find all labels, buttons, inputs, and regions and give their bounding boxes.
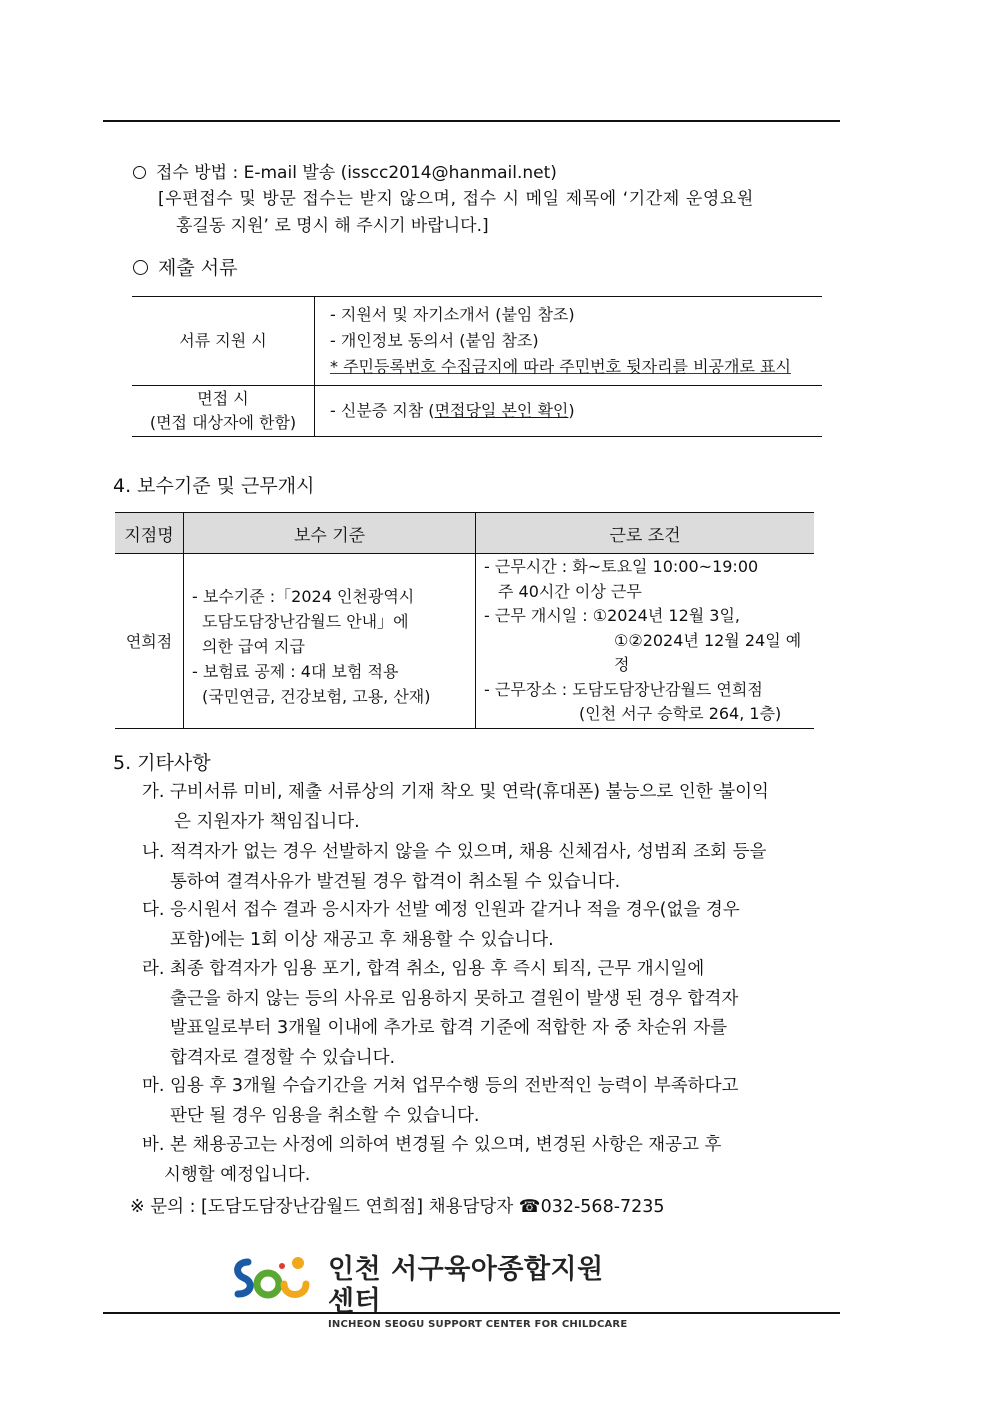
pay-cell [184, 554, 476, 729]
id-item-suffix: ) [568, 401, 575, 420]
doc-row-label: 서류 지원 시 [132, 297, 315, 386]
doc-row-label-line1: 면접 시 [197, 389, 249, 408]
logo-text [328, 1254, 630, 1332]
item-line: 나. 적격자가 없는 경우 선발하지 않을 수 있으며, 채용 신체검사, 성범죄 조회 등을 [142, 842, 767, 862]
item-line: 바. 본 채용공고는 사정에 의하여 변경될 수 있으며, 변경된 사항은 재공고 후 [142, 1135, 722, 1155]
table-header-row [115, 513, 814, 554]
inquiry-line: ※ 문의 : [도담도담장난감월드 연희점] 채용담당자 ☎032-568-7235 [130, 1197, 665, 1217]
item-line: 은 지원자가 책임집니다. [174, 811, 360, 832]
id-item-prefix: - 신분증 지참 ( [330, 401, 435, 420]
circle-bullet-icon [133, 166, 146, 179]
item-line: 출근을 하지 않는 등의 사유로 임용하지 못하고 결원이 발생 된 경우 합격자 [170, 988, 739, 1009]
list-item: - 근무 개시일 : ①2024년 12월 3일, [484, 606, 741, 625]
list-item: - 보수기준 :「2024 인천광역시 [192, 586, 415, 606]
branch-cell: 연희점 [115, 554, 184, 729]
section5-heading: 5. 기타사항 [113, 752, 211, 774]
documents-heading-text: 제출 서류 [158, 257, 238, 279]
conditions-cell [476, 554, 815, 729]
id-item-underlined: 면접당일 본인 확인 [434, 401, 569, 420]
list-item: 의한 급여 지급 [202, 636, 305, 656]
application-method-text: 접수 방법 : E-mail 발송 (isscc2014@hanmail.net) [156, 163, 557, 183]
circle-bullet-icon [133, 260, 148, 275]
item-line: 시행할 예정입니다. [164, 1164, 311, 1185]
item-line: 합격자로 결정할 수 있습니다. [170, 1047, 396, 1068]
documents-heading [133, 253, 237, 280]
center-logo [230, 1254, 630, 1330]
application-method [133, 158, 557, 183]
list-item-text: ①②2024년 12월 24일 예정 [614, 630, 802, 674]
table-row [132, 297, 822, 386]
doc-row-items [315, 386, 823, 437]
list-item: (인천 서구 승학로 264, 1층) [579, 704, 782, 723]
list-item: - 근무시간 : 화~토요일 10:00~19:00 [484, 557, 759, 576]
pay-table [115, 512, 814, 729]
list-item: 도담도담장난감월드 안내」에 [202, 611, 409, 631]
list-item: 주 40시간 이상 근무 [498, 581, 642, 601]
list-item [142, 1131, 842, 1190]
list-item: * 주민등록번호 수집금지에 따라 주민번호 뒷자리를 비공개로 표시 [330, 357, 791, 376]
header-pay: 보수 기준 [184, 513, 476, 554]
logo-name-kr: 인천 서구육아종합지원센터 [328, 1254, 604, 1317]
doc-row-label-line2: (면접 대상자에 한함) [149, 413, 297, 432]
list-item: - 지원서 및 자기소개서 (붙임 참조) [330, 305, 575, 324]
item-line: 발표일로부터 3개월 이내에 추가로 합격 기준에 적합한 자 중 차순위 자를 [170, 1018, 728, 1038]
item-line: 판단 될 경우 임용을 취소할 수 있습니다. [170, 1105, 480, 1126]
doc-row-label [132, 386, 315, 437]
application-note-line2: 홍길동 지원’ 로 명시 해 주시기 바랍니다.] [176, 216, 489, 236]
item-line: 라. 최종 합격자가 임용 포기, 합격 취소, 임용 후 즉시 퇴직, 근무 개시일에 [142, 959, 705, 979]
application-note-line1: [우편접수 및 방문 접수는 받지 않으며, 접수 시 메일 제목에 ‘기간제 운영요원 [158, 189, 754, 209]
bottom-rule [103, 1312, 840, 1314]
section4-heading: 4. 보수기준 및 근무개시 [113, 475, 315, 497]
item-line: 가. 구비서류 미비, 제출 서류상의 기재 착오 및 연락(휴대폰) 불능으로 인한 불이익 [142, 782, 769, 802]
item-line: 다. 응시원서 접수 결과 응시자가 선발 예정 인원과 같거나 적을 경우(없을 경우 [142, 900, 740, 920]
documents-table [132, 296, 822, 437]
list-item [142, 778, 842, 837]
list-item: - 개인정보 동의서 (붙임 참조) [330, 331, 539, 350]
list-item: (국민연금, 건강보험, 고용, 산재) [202, 686, 431, 706]
item-line: 포함)에는 1회 이상 재공고 후 채용할 수 있습니다. [170, 929, 554, 950]
table-row [132, 386, 822, 437]
list-item [142, 955, 842, 1073]
item-line: 마. 임용 후 3개월 수습기간을 거쳐 업무수행 등의 전반적인 능력이 부족하다고 [142, 1076, 739, 1096]
logo-name-en: INCHEON SEOGU SUPPORT CENTER FOR CHILDCARE [328, 1319, 628, 1330]
header-conditions: 근로 조건 [476, 513, 815, 554]
doc-row-items [315, 297, 823, 386]
list-item: - 근무장소 : 도담도담장난감월드 연희점 [484, 679, 763, 699]
list-item [142, 1072, 842, 1131]
list-item [142, 838, 842, 897]
table-row [115, 554, 814, 729]
item-line: 통하여 결격사유가 발견될 경우 합격이 취소될 수 있습니다. [170, 871, 621, 892]
list-item [484, 629, 813, 678]
header-branch: 지점명 [115, 513, 184, 554]
list-item: - 보험료 공제 : 4대 보험 적용 [192, 661, 399, 681]
list-item [142, 896, 842, 955]
top-rule [103, 120, 840, 122]
seogu-logo-icon [230, 1254, 316, 1304]
